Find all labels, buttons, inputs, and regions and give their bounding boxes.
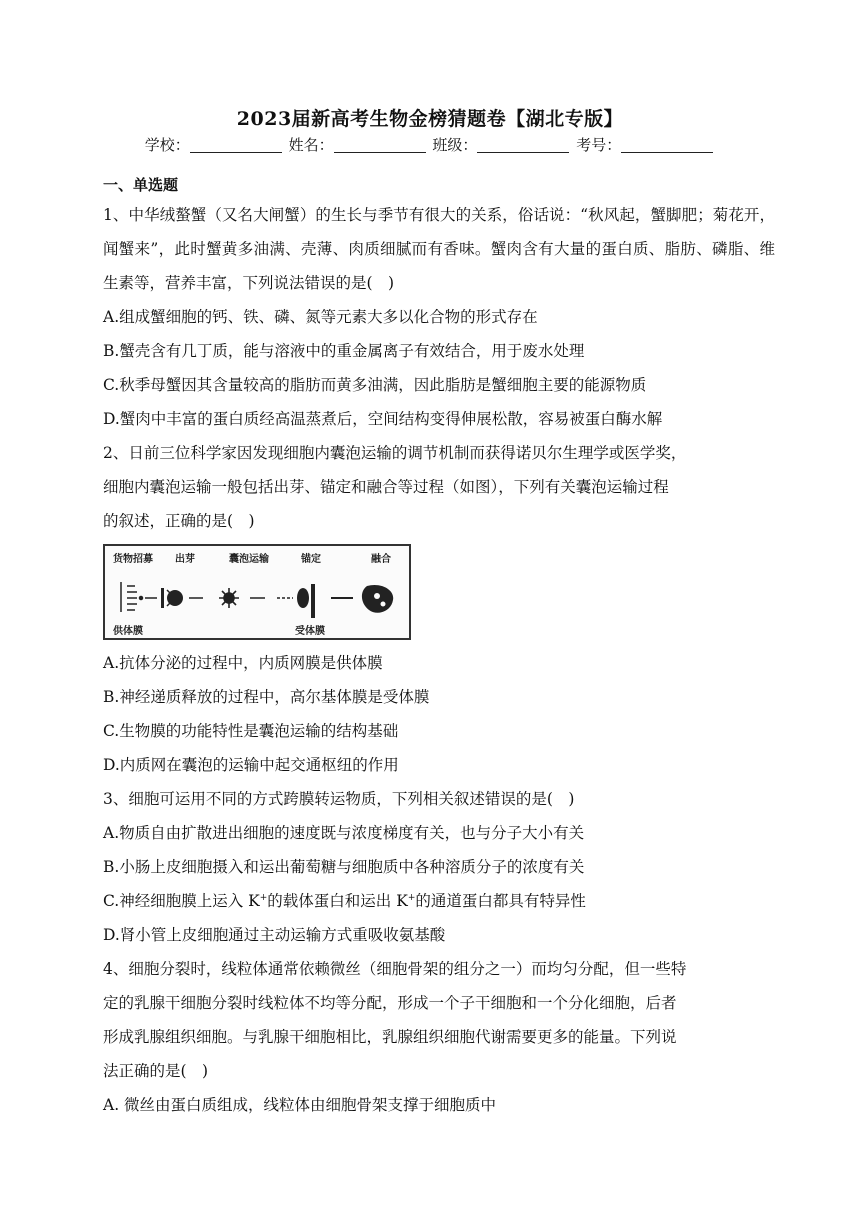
label-vesicle-transport: 囊泡运输	[229, 554, 269, 565]
option-c-text-2: 的载体蛋白和运出 K	[267, 892, 408, 910]
school-blank[interactable]	[190, 136, 282, 153]
potassium-charge-2: +	[407, 893, 416, 903]
question-3-option-a: A.物质自由扩散进出细胞的速度既与浓度梯度有关，也与分子大小有关	[103, 824, 585, 842]
question-3-option-c	[103, 884, 775, 918]
exam-number-blank[interactable]	[621, 136, 713, 153]
question-2-stem-line-2: 细胞内囊泡运输一般包括出芽、锚定和融合等过程（如图），下列有关囊泡运输过程	[103, 478, 669, 496]
option-c-text-1: C.神经细胞膜上运入 K	[103, 892, 260, 910]
question-1-option-a: A.组成蟹细胞的钙、铁、磷、氮等元素大多以化合物的形式存在	[103, 308, 538, 326]
question-4-stem-line-1: 4、细胞分裂时，线粒体通常依赖微丝（细胞骨架的组分之一）而均匀分配，但一些特	[103, 960, 687, 978]
question-4-stem-line-2: 定的乳腺干细胞分裂时线粒体不均等分配，形成一个子干细胞和一个分化细胞，后者	[103, 994, 677, 1012]
exam-title: 2023届新高考生物金榜猜题卷【湖北专版】	[236, 108, 624, 130]
class-label: 班级：	[432, 136, 478, 154]
question-2-option-a: A.抗体分泌的过程中，内质网膜是供体膜	[103, 654, 383, 672]
fusion-icon	[362, 585, 393, 613]
question-3-option-d: D.肾小管上皮细胞通过主动运输方式重吸收氨基酸	[103, 926, 446, 944]
question-1-option-b: B.蟹壳含有几丁质，能与溶液中的重金属离子有效结合，用于废水处理	[103, 342, 585, 360]
budding-icon	[161, 588, 183, 608]
question-2-stem-line-3: 的叙述，正确的是( )	[103, 512, 255, 530]
question-2-option-c: C.生物膜的功能特性是囊泡运输的结构基础	[103, 722, 399, 740]
question-content	[103, 174, 775, 1122]
label-anchoring: 锚定	[301, 554, 321, 565]
student-info-line	[0, 134, 860, 155]
potassium-charge-1: +	[259, 893, 268, 903]
cargo-recruitment-icon	[121, 582, 143, 612]
exam-number-label: 考号：	[576, 136, 622, 154]
vesicle-icon	[219, 588, 239, 608]
question-4-option-a: A. 微丝由蛋白质组成，线粒体由细胞骨架支撑于细胞质中	[103, 1096, 497, 1114]
question-4-stem-line-4: 法正确的是( )	[103, 1062, 209, 1080]
section-title: 一、单选题	[103, 176, 179, 194]
question-1-option-d: D.蟹肉中丰富的蛋白质经高温蒸煮后，空间结构变得伸展松散，容易被蛋白酶水解	[103, 410, 663, 428]
label-receptor-membrane: 受体膜	[295, 626, 325, 637]
question-2-option-b: B.神经递质释放的过程中，高尔基体膜是受体膜	[103, 688, 430, 706]
label-donor-membrane: 供体膜	[113, 626, 143, 637]
vesicle-transport-figure	[103, 544, 411, 640]
label-cargo-recruitment: 货物招募	[113, 554, 153, 565]
name-blank[interactable]	[334, 136, 426, 153]
question-2-option-d: D.内质网在囊泡的运输中起交通枢纽的作用	[103, 756, 399, 774]
question-4-stem-line-3: 形成乳腺组织细胞。与乳腺干细胞相比，乳腺组织细胞代谢需要更多的能量。下列说	[103, 1028, 677, 1046]
question-1-stem: 1、中华绒螯蟹（又名大闸蟹）的生长与季节有很大的关系，俗话说：“秋风起，蟹脚肥；菊花开，闻蟹来”，此时蟹黄多油满、壳薄、肉质细腻而有香味。蟹肉含有大量的蛋白质、脂肪、磷脂、维生素等，营养丰富，下列说法错误的是( )	[103, 206, 775, 292]
class-blank[interactable]	[477, 136, 569, 153]
question-3-stem: 3、细胞可运用不同的方式跨膜转运物质，下列相关叙述错误的是( )	[103, 790, 575, 808]
name-label: 姓名：	[288, 136, 334, 154]
label-budding: 出芽	[175, 554, 195, 565]
anchoring-icon	[277, 584, 315, 618]
option-c-text-3: 的通道蛋白都具有特异性	[415, 892, 586, 910]
question-2-stem-line-1: 2、日前三位科学家因发现细胞内囊泡运输的调节机制而获得诺贝尔生理学或医学奖，	[103, 444, 687, 462]
question-3-option-b: B.小肠上皮细胞摄入和运出葡萄糖与细胞质中各种溶质分子的浓度有关	[103, 858, 585, 876]
school-label: 学校：	[144, 136, 190, 154]
label-fusion: 融合	[371, 554, 391, 565]
question-1-option-c: C.秋季母蟹因其含量较高的脂肪而黄多油满，因此脂肪是蟹细胞主要的能源物质	[103, 376, 647, 394]
